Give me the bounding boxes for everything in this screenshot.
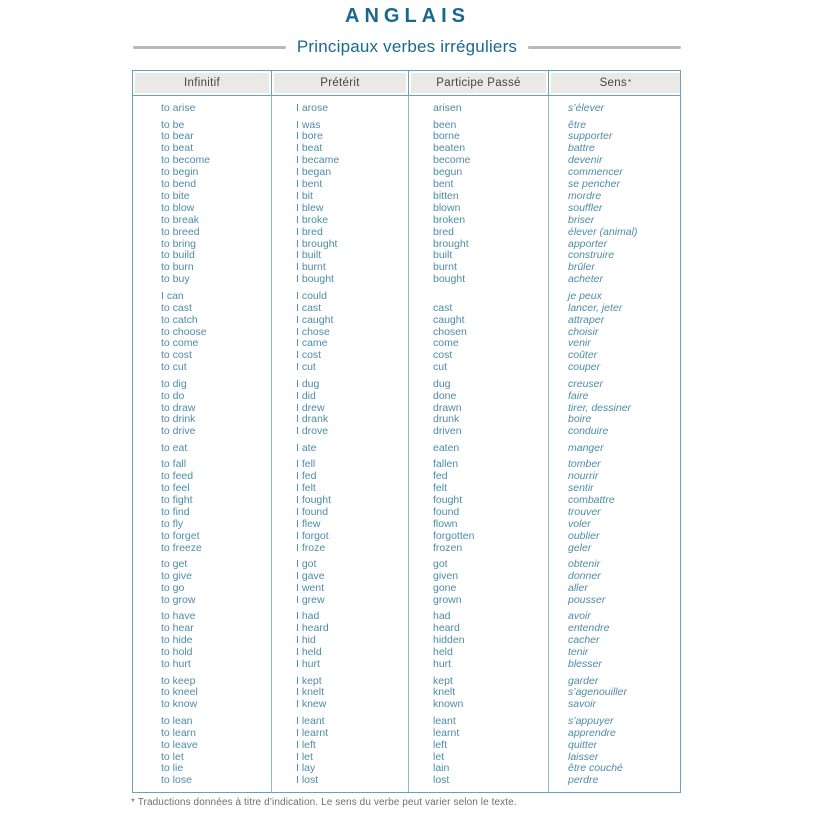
- table-row: [133, 362, 680, 374]
- cell-sens: commencer: [568, 166, 623, 179]
- cell-preterit: I kept: [296, 674, 322, 687]
- cell-sens: se pencher: [568, 178, 620, 191]
- cell-participe-passe: found: [433, 505, 460, 518]
- cell-infinitif: to burn: [161, 261, 194, 274]
- cell-sens: apporter: [568, 237, 608, 250]
- cell-infinitif: to break: [161, 213, 199, 226]
- cell-sens: blesser: [568, 658, 602, 671]
- cell-sens: obtenir: [568, 558, 601, 571]
- cell-participe-passe: gone: [433, 582, 457, 594]
- cell-infinitif: to come: [161, 337, 199, 350]
- verb-group: [133, 291, 680, 374]
- cell-infinitif: to hold: [161, 646, 193, 659]
- cell-participe-passe: drawn: [433, 401, 462, 414]
- cell-infinitif: to lose: [161, 774, 192, 787]
- cell-infinitif: to lean: [161, 714, 193, 727]
- cell-preterit: I got: [296, 558, 317, 571]
- cell-infinitif: to choose: [161, 325, 207, 338]
- cell-participe-passe: become: [433, 154, 471, 167]
- cell-sens: trouver: [568, 505, 601, 518]
- verb-group: [133, 716, 680, 787]
- cell-preterit: I let: [296, 750, 313, 763]
- cell-preterit: I gave: [296, 570, 325, 583]
- cell-preterit: I found: [296, 505, 329, 518]
- cell-infinitif: to keep: [161, 674, 196, 687]
- cell-sens: nourrir: [568, 470, 599, 483]
- cell-sens: s’appuyer: [568, 714, 614, 727]
- cell-preterit: I knelt: [296, 686, 325, 699]
- cell-preterit: I bent: [296, 178, 323, 191]
- table-row: [133, 291, 680, 303]
- table-row: [133, 471, 680, 483]
- cell-preterit: I became: [296, 154, 340, 167]
- table-row: [133, 531, 680, 543]
- cell-preterit: I was: [296, 118, 321, 131]
- cell-preterit: I did: [296, 389, 316, 402]
- cell-infinitif: to find: [161, 505, 190, 518]
- cell-infinitif: to feel: [161, 482, 190, 495]
- cell-sens: apprendre: [568, 726, 616, 739]
- column-header-participe-passe: [408, 71, 548, 95]
- cell-preterit: I broke: [296, 213, 329, 226]
- table-row: [133, 215, 680, 227]
- cell-infinitif: to drive: [161, 425, 196, 438]
- cell-participe-passe: bent: [433, 178, 454, 191]
- cell-participe-passe: held: [433, 646, 453, 659]
- cell-participe-passe: heard: [433, 622, 460, 635]
- cell-participe-passe: brought: [433, 237, 469, 250]
- cell-preterit: I held: [296, 646, 322, 659]
- table-row: [133, 391, 680, 403]
- cell-infinitif: to get: [161, 558, 188, 571]
- subtitle-text: Principaux verbes irréguliers: [296, 37, 518, 56]
- cell-preterit: I blew: [296, 201, 324, 214]
- cell-sens: entendre: [568, 622, 610, 635]
- cell-sens: élever (animal): [568, 225, 638, 238]
- cell-sens: avoir: [568, 610, 591, 623]
- cell-participe-passe: begun: [433, 166, 463, 179]
- cell-preterit: I grew: [296, 593, 325, 606]
- cell-sens: aller: [568, 582, 588, 594]
- table-row: [133, 203, 680, 215]
- cell-infinitif: to know: [161, 698, 198, 711]
- cell-infinitif: to draw: [161, 401, 196, 414]
- cell-infinitif: I can: [161, 289, 184, 302]
- cell-preterit: I knew: [296, 698, 327, 711]
- cell-participe-passe: bitten: [433, 189, 459, 202]
- cell-infinitif: to let: [161, 750, 184, 763]
- cell-infinitif: to begin: [161, 166, 199, 179]
- cell-infinitif: to bite: [161, 189, 190, 202]
- cell-participe-passe: left: [433, 738, 448, 751]
- cell-preterit: I could: [296, 289, 327, 302]
- table-row: [133, 227, 680, 239]
- cell-sens: combattre: [568, 494, 615, 507]
- cell-participe-passe: leant: [433, 714, 456, 727]
- cell-preterit: I brought: [296, 237, 338, 250]
- table-row: [133, 379, 680, 391]
- cell-sens: tenir: [568, 646, 589, 659]
- cell-participe-passe: drunk: [433, 413, 460, 426]
- cell-preterit: I fell: [296, 458, 316, 471]
- cell-infinitif: to fly: [161, 517, 184, 530]
- cell-sens: souffler: [568, 201, 603, 214]
- verb-group: [133, 379, 680, 439]
- cell-preterit: I drove: [296, 425, 329, 438]
- verb-group: [133, 459, 680, 554]
- cell-participe-passe: caught: [433, 313, 465, 326]
- table-row: [133, 659, 680, 671]
- cell-preterit: I cast: [296, 301, 322, 314]
- verb-group: [133, 611, 680, 671]
- cell-preterit: I had: [296, 610, 320, 623]
- cell-infinitif: to fall: [161, 458, 187, 471]
- cell-infinitif: to feed: [161, 470, 194, 483]
- table-row: [133, 443, 680, 455]
- cell-participe-passe: come: [433, 337, 459, 350]
- cell-preterit: I fed: [296, 470, 317, 483]
- cell-infinitif: to buy: [161, 273, 190, 286]
- cell-sens: donner: [568, 570, 601, 583]
- cell-sens: couper: [568, 361, 601, 374]
- cell-infinitif: to go: [161, 582, 185, 594]
- column-header-label: Infinitif: [135, 73, 269, 93]
- cell-infinitif: to be: [161, 118, 185, 131]
- cell-participe-passe: hidden: [433, 634, 465, 647]
- cell-sens: je peux: [568, 289, 602, 302]
- column-header-label: Sens *: [551, 73, 680, 93]
- cell-sens: venir: [568, 337, 591, 350]
- cell-sens: acheter: [568, 273, 604, 286]
- verb-group: [133, 443, 680, 455]
- cell-preterit: I drew: [296, 401, 325, 414]
- table-row: [133, 338, 680, 350]
- column-header-preterit: [271, 71, 408, 95]
- cell-infinitif: to have: [161, 610, 196, 623]
- column-divider: [271, 96, 272, 792]
- cell-infinitif: to cost: [161, 349, 192, 362]
- cell-participe-passe: fought: [433, 494, 463, 507]
- verb-group: [133, 103, 680, 115]
- cell-sens: perdre: [568, 774, 599, 787]
- cell-sens: attraper: [568, 313, 605, 326]
- table-row: [133, 103, 680, 115]
- cell-sens: tirer, dessiner: [568, 401, 632, 414]
- cell-participe-passe: hurt: [433, 658, 452, 671]
- table-row: [133, 543, 680, 555]
- column-divider: [548, 96, 549, 792]
- cell-participe-passe: been: [433, 118, 457, 131]
- cell-infinitif: to learn: [161, 726, 197, 739]
- table-row: [133, 250, 680, 262]
- cell-preterit: I beat: [296, 142, 323, 155]
- cell-sens: s’élever: [568, 102, 605, 114]
- table-header-row: [133, 71, 680, 96]
- cell-participe-passe: driven: [433, 425, 462, 438]
- cell-sens: mordre: [568, 189, 602, 202]
- table-row: [133, 595, 680, 607]
- table-row: [133, 315, 680, 327]
- cell-infinitif: to lie: [161, 762, 184, 775]
- table-row: [133, 635, 680, 647]
- cell-infinitif: to become: [161, 154, 211, 167]
- column-header-label: Participe Passé: [411, 73, 546, 93]
- cell-sens: coûter: [568, 349, 598, 362]
- irregular-verbs-table: [132, 70, 681, 793]
- cell-participe-passe: borne: [433, 130, 460, 143]
- cell-participe-passe: given: [433, 570, 459, 583]
- cell-infinitif: to do: [161, 389, 185, 402]
- cell-sens: oublier: [568, 529, 600, 542]
- cell-sens: construire: [568, 249, 615, 262]
- cell-participe-passe: broken: [433, 213, 466, 226]
- table-body: [133, 96, 680, 792]
- cell-participe-passe: grown: [433, 593, 462, 606]
- cell-participe-passe: knelt: [433, 686, 456, 699]
- cell-participe-passe: forgotten: [433, 529, 475, 542]
- cell-infinitif: to hear: [161, 622, 194, 635]
- cell-preterit: I came: [296, 337, 328, 350]
- cell-infinitif: to grow: [161, 593, 196, 606]
- cell-infinitif: to freeze: [161, 541, 202, 554]
- cell-participe-passe: cast: [433, 301, 453, 314]
- cell-sens: conduire: [568, 425, 609, 438]
- cell-sens: faire: [568, 389, 589, 402]
- cell-preterit: I cost: [296, 349, 322, 362]
- cell-participe-passe: let: [433, 750, 445, 763]
- cell-participe-passe: beaten: [433, 142, 466, 155]
- cell-preterit: I bought: [296, 273, 334, 286]
- cell-infinitif: to dig: [161, 377, 187, 390]
- cell-participe-passe: felt: [433, 482, 448, 495]
- cell-sens: battre: [568, 142, 595, 155]
- cell-infinitif: to bend: [161, 178, 197, 191]
- cell-infinitif: to breed: [161, 225, 200, 238]
- table-row: [133, 327, 680, 339]
- cell-sens: devenir: [568, 154, 603, 167]
- cell-infinitif: to forget: [161, 529, 200, 542]
- cell-infinitif: to hide: [161, 634, 193, 647]
- cell-preterit: I drank: [296, 413, 329, 426]
- cell-preterit: I dug: [296, 377, 320, 390]
- cell-sens: boire: [568, 413, 592, 426]
- cell-sens: pousser: [568, 593, 606, 606]
- cell-sens: garder: [568, 674, 599, 687]
- cell-infinitif: to bring: [161, 237, 197, 250]
- table-row: [133, 507, 680, 519]
- cell-participe-passe: chosen: [433, 325, 467, 338]
- cell-participe-passe: frozen: [433, 541, 463, 554]
- cell-participe-passe: fallen: [433, 458, 459, 471]
- cell-sens: voler: [568, 517, 591, 530]
- cell-preterit: I went: [296, 582, 325, 594]
- cell-participe-passe: eaten: [433, 441, 460, 454]
- cell-preterit: I felt: [296, 482, 316, 495]
- cell-sens: geler: [568, 541, 592, 554]
- cell-participe-passe: done: [433, 389, 457, 402]
- cell-infinitif: to cut: [161, 361, 187, 374]
- subtitle-line-right: [528, 46, 681, 49]
- cell-participe-passe: cut: [433, 361, 448, 374]
- cell-sens: creuser: [568, 377, 604, 390]
- cell-infinitif: to leave: [161, 738, 198, 751]
- cell-sens: tomber: [568, 458, 601, 471]
- column-header-label: Prétérit: [274, 73, 406, 93]
- cell-preterit: I learnt: [296, 726, 329, 739]
- cell-infinitif: to arise: [161, 102, 196, 114]
- cell-preterit: I caught: [296, 313, 334, 326]
- table-row: [133, 131, 680, 143]
- cell-sens: être: [568, 118, 587, 131]
- cell-preterit: I froze: [296, 541, 326, 554]
- cell-infinitif: to hurt: [161, 658, 191, 671]
- table-row: [133, 740, 680, 752]
- cell-participe-passe: cost: [433, 349, 453, 362]
- table-row: [133, 403, 680, 415]
- cell-sens: choisir: [568, 325, 599, 338]
- cell-participe-passe: kept: [433, 674, 453, 687]
- table-row: [133, 775, 680, 787]
- cell-sens: manger: [568, 441, 604, 454]
- cell-infinitif: to fight: [161, 494, 193, 507]
- cell-sens: lancer, jeter: [568, 301, 623, 314]
- cell-participe-passe: blown: [433, 201, 461, 214]
- cell-preterit: I hurt: [296, 658, 320, 671]
- cell-infinitif: to drink: [161, 413, 196, 426]
- cell-sens: brûler: [568, 261, 595, 274]
- verb-group: [133, 559, 680, 607]
- cell-sens: être couché: [568, 762, 623, 775]
- table-row: [133, 274, 680, 286]
- cell-preterit: I lost: [296, 774, 319, 787]
- table-row: [133, 426, 680, 438]
- page-title: ANGLAIS: [345, 5, 470, 27]
- cell-sens: quitter: [568, 738, 598, 751]
- cell-infinitif: to catch: [161, 313, 198, 326]
- column-divider: [408, 96, 409, 792]
- cell-preterit: I built: [296, 249, 322, 262]
- cell-participe-passe: flown: [433, 517, 458, 530]
- cell-sens: s’agenouiller: [568, 686, 627, 699]
- table-row: [133, 519, 680, 531]
- cell-preterit: I leant: [296, 714, 325, 727]
- cell-participe-passe: bred: [433, 225, 455, 238]
- cell-preterit: I fought: [296, 494, 332, 507]
- cell-preterit: I chose: [296, 325, 330, 338]
- cell-preterit: I hid: [296, 634, 316, 647]
- cell-participe-passe: bought: [433, 273, 466, 286]
- cell-participe-passe: arisen: [433, 102, 462, 114]
- table-row: [133, 699, 680, 711]
- subtitle-line-left: [133, 46, 286, 49]
- footnote: * Traductions données à titre d’indication. Le sens du verbe peut varier selon le texte.: [131, 797, 517, 808]
- cell-preterit: I arose: [296, 102, 329, 114]
- cell-sens: supporter: [568, 130, 613, 143]
- cell-infinitif: to give: [161, 570, 192, 583]
- cell-preterit: I left: [296, 738, 316, 751]
- cell-sens: laisser: [568, 750, 599, 763]
- cell-infinitif: to kneel: [161, 686, 198, 699]
- cell-preterit: I lay: [296, 762, 316, 775]
- cell-sens: savoir: [568, 698, 597, 711]
- cell-preterit: I flew: [296, 517, 321, 530]
- cell-sens: cacher: [568, 634, 600, 647]
- cell-participe-passe: built: [433, 249, 453, 262]
- table-row: [133, 571, 680, 583]
- cell-preterit: I cut: [296, 361, 316, 374]
- cell-preterit: I bore: [296, 130, 323, 143]
- verb-group: [133, 676, 680, 712]
- table-row: [133, 687, 680, 699]
- cell-participe-passe: fed: [433, 470, 448, 483]
- cell-infinitif: to bear: [161, 130, 194, 143]
- cell-preterit: I began: [296, 166, 332, 179]
- cell-participe-passe: known: [433, 698, 464, 711]
- cell-participe-passe: dug: [433, 377, 451, 390]
- cell-participe-passe: [408, 291, 548, 303]
- cell-sens: sentir: [568, 482, 594, 495]
- cell-infinitif: to beat: [161, 142, 194, 155]
- cell-participe-passe: lain: [433, 762, 450, 775]
- table-row: [133, 303, 680, 315]
- column-header-infinitif: [133, 71, 271, 95]
- cell-infinitif: to blow: [161, 201, 195, 214]
- cell-preterit: I bred: [296, 225, 323, 238]
- cell-infinitif: to build: [161, 249, 195, 262]
- cell-sens: briser: [568, 213, 595, 226]
- cell-preterit: I heard: [296, 622, 329, 635]
- cell-participe-passe: lost: [433, 774, 450, 787]
- table-row: [133, 728, 680, 740]
- cell-infinitif: to cast: [161, 301, 192, 314]
- cell-preterit: I bit: [296, 189, 313, 202]
- cell-preterit: I burnt: [296, 261, 326, 274]
- subtitle: [133, 37, 681, 57]
- verb-group: [133, 120, 680, 287]
- cell-participe-passe: had: [433, 610, 451, 623]
- cell-preterit: I forgot: [296, 529, 329, 542]
- cell-participe-passe: learnt: [433, 726, 460, 739]
- table-row: [133, 716, 680, 728]
- cell-participe-passe: burnt: [433, 261, 457, 274]
- cell-participe-passe: got: [433, 558, 448, 571]
- cell-preterit: I ate: [296, 441, 317, 454]
- cell-infinitif: to eat: [161, 441, 188, 454]
- column-header-sens: [548, 71, 682, 95]
